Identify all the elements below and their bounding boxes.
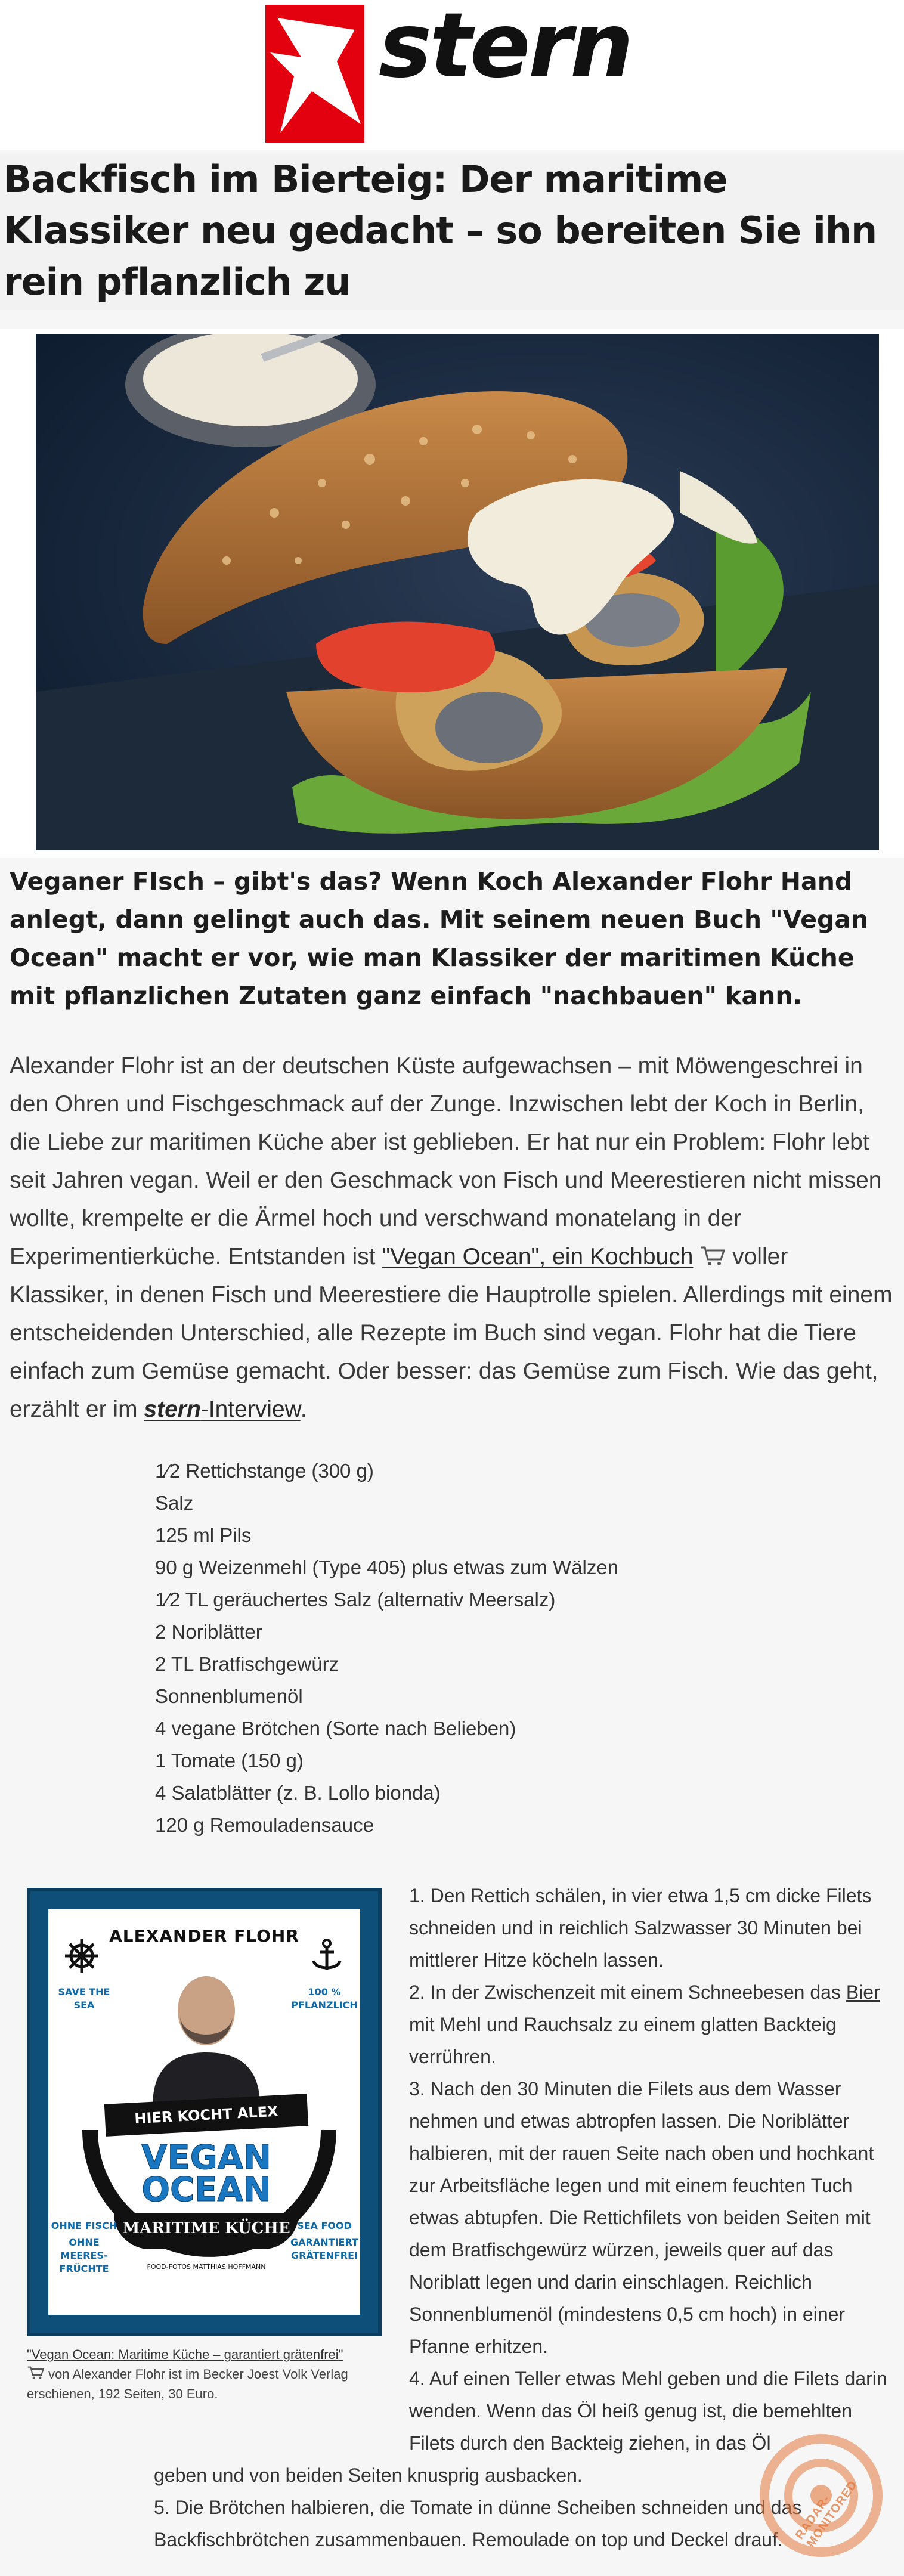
book-tag-save-sea: SAVE THE SEA: [58, 1986, 110, 2011]
beer-link[interactable]: Bier: [846, 1981, 880, 2003]
book-cover-inner: [48, 1909, 360, 2315]
step-2-text: 2. In der Zwischenzeit mit einem Schneebesen das: [409, 1981, 846, 2003]
star-icon: [265, 5, 364, 143]
ingredients-list: [155, 1455, 811, 1841]
book-title: VEGAN OCEAN: [141, 2138, 271, 2209]
recipe-step-4-end: geben und von beiden Seiten knusprig ausbacken.: [154, 2464, 583, 2486]
body-text-part1: Alexander Flohr ist an der deutschen Küste aufgewachsen – mit Möwengeschrei in den Ohren und Fischgeschmack auf der Zunge. Inzwischen lebt der Koch in Berlin, die Liebe zur maritimen Küche aber ist geblieben. Er hat nur ein Problem: Flohr lebt seit Jahren vegan. Weil er den Geschmack von Fisch und Meerestieren nicht missen wollte, krempelte er die Ärmel hoch und verschwand monatelang in der Experimentierküche. Entstanden ist: [10, 1053, 882, 1270]
ingredient-item: Sonnenblumenöl: [155, 1685, 303, 1707]
interview-link-brand: stern: [144, 1397, 201, 1422]
site-header: [0, 0, 904, 150]
recipe-step-4: 4. Auf einen Teller etwas Mehl geben und die Filets darin wenden. Wenn das Öl heiß genug ist, die bemehlten Filets durch den Backteig ziehen, in das Öl: [409, 2368, 887, 2454]
book-caption: [27, 2345, 397, 2404]
ingredient-item: 120 g Remouladensauce: [155, 1814, 374, 1836]
body-text-end: .: [300, 1397, 307, 1422]
watermark-text: RADAR-MONITORED: [793, 2478, 860, 2550]
ingredient-item: 1 Tomate (150 g): [155, 1750, 304, 1772]
interview-link-text: -Interview: [200, 1397, 301, 1422]
sandwich-illustration: [36, 334, 879, 850]
book-tag-boneless: GARANTIERT GRÄTENFREI: [290, 2237, 358, 2261]
recipe-step-5: 5. Die Brötchen halbieren, die Tomate in dünne Scheiben schneiden und das Backfischbrötchen zusammenbauen. Remoulade on top und Deckel drauf.: [154, 2497, 802, 2550]
anchor-icon: [309, 1938, 345, 1974]
book-caption-link[interactable]: "Vegan Ocean: Maritime Küche – garantiert grätenfrei": [27, 2347, 343, 2362]
book-author: ALEXANDER FLOHR: [109, 1926, 299, 1946]
ingredient-item: 1⁄2 TL geräuchertes Salz (alternativ Meersalz): [155, 1589, 556, 1611]
ingredient-item: 4 Salatblätter (z. B. Lollo bionda): [155, 1782, 441, 1804]
book-tag-sea-food: SEA FOOD: [297, 2220, 352, 2231]
book-cover-image[interactable]: [27, 1888, 382, 2336]
interview-link[interactable]: [144, 1397, 300, 1422]
recipe-step-3: 3. Nach den 30 Minuten die Filets aus dem Wasser nehmen und etwas abtropfen lassen. Die Noriblätter halbieren, mit der rauen Seite nach oben und hochkant zur Arbeitsfläche legen und mit einem feuchten Tuch etwas abtupfen. Die Rettichfilets von beiden Seiten mit dem Bratfischgewürz würzen, jeweils quer auf das Noriblatt legen und darin einschlagen. Reichlich Sonnenblumenöl (mindestens 0,5 cm hoch) in einer Pfanne erhitzen.: [409, 2078, 874, 2357]
ingredient-item: 90 g Weizenmehl (Type 405) plus etwas zum Wälzen: [155, 1556, 619, 1578]
ingredient-item: 2 TL Bratfischgewürz: [155, 1653, 339, 1675]
ingredient-item: 1⁄2 Rettichstange (300 g): [155, 1460, 374, 1482]
ingredient-item: 125 ml Pils: [155, 1524, 252, 1546]
shopping-cart-icon[interactable]: [27, 2366, 45, 2380]
article-headline: Backfisch im Bierteig: Der maritime Klassiker neu gedacht – so bereiten Sie ihn rein pflanzlich zu: [4, 157, 877, 304]
recipe-step-1: 1. Den Rettich schälen, in vier etwa 1,5 cm dicke Filets schneiden und in reichlich Salzwasser 30 Minuten bei mittlerer Hitze köcheln lassen.: [409, 1885, 872, 1971]
step-2-text-end: mit Mehl und Rauchsalz zu einem glatten Backteig verrühren.: [409, 2014, 837, 2067]
stern-logo-wordmark[interactable]: stern: [379, 0, 631, 98]
stern-logo-mark[interactable]: [265, 5, 364, 143]
book-tag-no-fish: OHNE FISCH: [51, 2220, 117, 2231]
ship-wheel-icon: [64, 1938, 100, 1974]
ingredient-item: Salz: [155, 1492, 194, 1514]
recipe-step-2: [409, 1976, 898, 2073]
book-caption-text: von Alexander Flohr ist im Becker Joest Volk Verlag erschienen, 192 Seiten, 30 Euro.: [27, 2367, 348, 2401]
book-banner: HIER KOCHT ALEX: [104, 2094, 308, 2137]
book-tag-no-seafood: OHNE MEERES-FRÜCHTE: [59, 2237, 109, 2274]
book-tag-plant: 100 % PFLANZLICH: [291, 1986, 358, 2011]
ingredient-item: 4 vegane Brötchen (Sorte nach Belieben): [155, 1717, 516, 1739]
hero-image: [36, 334, 879, 850]
body-text-part2: voller Klassiker, in denen Fisch und Meerestiere die Hauptrolle spielen. Allerdings mit einem entscheidenden Unterschied, alle Rezepte im Buch sind vegan. Flohr hat die Tiere einfach zum Gemüse gemacht. Oder besser: das Gemüse zum Fisch. Wie das geht, erzählt er im: [10, 1244, 893, 1422]
shopping-cart-icon[interactable]: [699, 1245, 726, 1267]
article-body: [10, 1047, 893, 1429]
article-lead: Veganer FIsch – gibt's das? Wenn Koch Alexander Flohr Hand anlegt, dann gelingt auch das. Mit seinem neuen Buch "Vegan Ocean" macht er vor, wie man Klassiker der maritimen Küche mit pflanzlichen Zutaten ganz einfach "nachbauen" kann.: [10, 867, 869, 1010]
chef-portrait: [141, 1969, 272, 2106]
book-subtitle: MARITIME KÜCHE: [114, 2213, 299, 2249]
recipe-steps: [409, 1880, 898, 2459]
headline-area: [0, 154, 904, 310]
ingredient-item: 2 Noriblätter: [155, 1621, 262, 1643]
book-link[interactable]: "Vegan Ocean", ein Kochbuch: [382, 1244, 694, 1270]
book-photo-credit: FOOD-FOTOS MATTHIAS HOFFMANN: [147, 2263, 266, 2271]
